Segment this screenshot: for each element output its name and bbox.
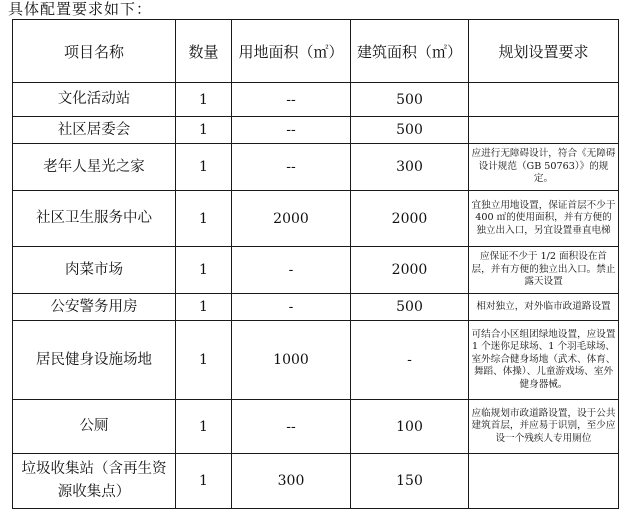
header-requirements: 规划设置要求 xyxy=(469,20,619,83)
cell-quantity: 1 xyxy=(176,117,232,144)
table-row xyxy=(13,117,619,144)
cell-requirements: 应保证不少于 1/2 面积设在首层，并有方便的独立出入口。禁止露天设置 xyxy=(469,247,619,294)
cell-project-name: 垃圾收集站（含再生资源收集点） xyxy=(13,454,176,509)
cell-quantity: 1 xyxy=(176,83,232,117)
cell-requirements: 可结合小区组团绿地设置，应设置 1 个迷你足球场、1 个羽毛球场、室外综合健身场地（武术、体育、舞蹈、体操）、儿童游戏场、室外健身器械。 xyxy=(469,321,619,400)
cell-land-area: 300 xyxy=(232,454,351,509)
cell-building-area: 150 xyxy=(351,454,469,509)
cell-project-name: 社区居委会 xyxy=(13,117,176,144)
header-project-name: 项目名称 xyxy=(13,20,176,83)
cell-project-name: 公厕 xyxy=(13,400,176,454)
table-row xyxy=(13,321,619,400)
cell-quantity: 1 xyxy=(176,454,232,509)
cell-building-area: - xyxy=(351,321,469,400)
table-row xyxy=(13,400,619,454)
cell-land-area: -- xyxy=(232,83,351,117)
cell-quantity: 1 xyxy=(176,321,232,400)
cell-land-area: -- xyxy=(232,144,351,191)
cell-project-name: 社区卫生服务中心 xyxy=(13,191,176,247)
cell-requirements xyxy=(469,83,619,117)
table-row xyxy=(13,191,619,247)
cell-building-area: 500 xyxy=(351,117,469,144)
cell-building-area: 100 xyxy=(351,400,469,454)
cell-project-name: 文化活动站 xyxy=(13,83,176,117)
cell-quantity: 1 xyxy=(176,294,232,321)
table-header-row xyxy=(13,20,619,83)
cell-land-area: 2000 xyxy=(232,191,351,247)
cell-building-area: 500 xyxy=(351,83,469,117)
cell-land-area: -- xyxy=(232,400,351,454)
cell-requirements: 应临规划市政道路设置，设于公共建筑首层，并应易于识别，至少应设一个残疾人专用厕位 xyxy=(469,400,619,454)
cell-requirements xyxy=(469,117,619,144)
cell-building-area: 2000 xyxy=(351,247,469,294)
table-row xyxy=(13,454,619,509)
header-building-area: 建筑面积（㎡） xyxy=(351,20,469,83)
header-quantity: 数量 xyxy=(176,20,232,83)
cell-project-name: 公安警务用房 xyxy=(13,294,176,321)
table-row xyxy=(13,294,619,321)
intro-text: 具体配置要求如下： xyxy=(8,0,153,18)
cell-requirements xyxy=(469,454,619,509)
table-row xyxy=(13,247,619,294)
table-row xyxy=(13,144,619,191)
cell-land-area: -- xyxy=(232,117,351,144)
cell-quantity: 1 xyxy=(176,144,232,191)
cell-quantity: 1 xyxy=(176,400,232,454)
table-row xyxy=(13,83,619,117)
cell-requirements: 相对独立，对外临市政道路设置 xyxy=(469,294,619,321)
cell-quantity: 1 xyxy=(176,247,232,294)
cell-land-area: - xyxy=(232,294,351,321)
cell-project-name: 居民健身设施场地 xyxy=(13,321,176,400)
cell-requirements: 应进行无障碍设计，符合《无障碍设计规范（GB 50763）》的规定。 xyxy=(469,144,619,191)
cell-land-area: - xyxy=(232,247,351,294)
cell-requirements: 宜独立用地设置，保证首层不少于 400 ㎡的使用面积，并有方便的独立出入口，另宜设置垂直电梯 xyxy=(469,191,619,247)
cell-building-area: 2000 xyxy=(351,191,469,247)
header-land-area: 用地面积（㎡） xyxy=(232,20,351,83)
cell-project-name: 肉菜市场 xyxy=(13,247,176,294)
config-table xyxy=(12,19,619,509)
cell-building-area: 300 xyxy=(351,144,469,191)
cell-building-area: 500 xyxy=(351,294,469,321)
cell-project-name: 老年人星光之家 xyxy=(13,144,176,191)
cell-land-area: 1000 xyxy=(232,321,351,400)
cell-quantity: 1 xyxy=(176,191,232,247)
